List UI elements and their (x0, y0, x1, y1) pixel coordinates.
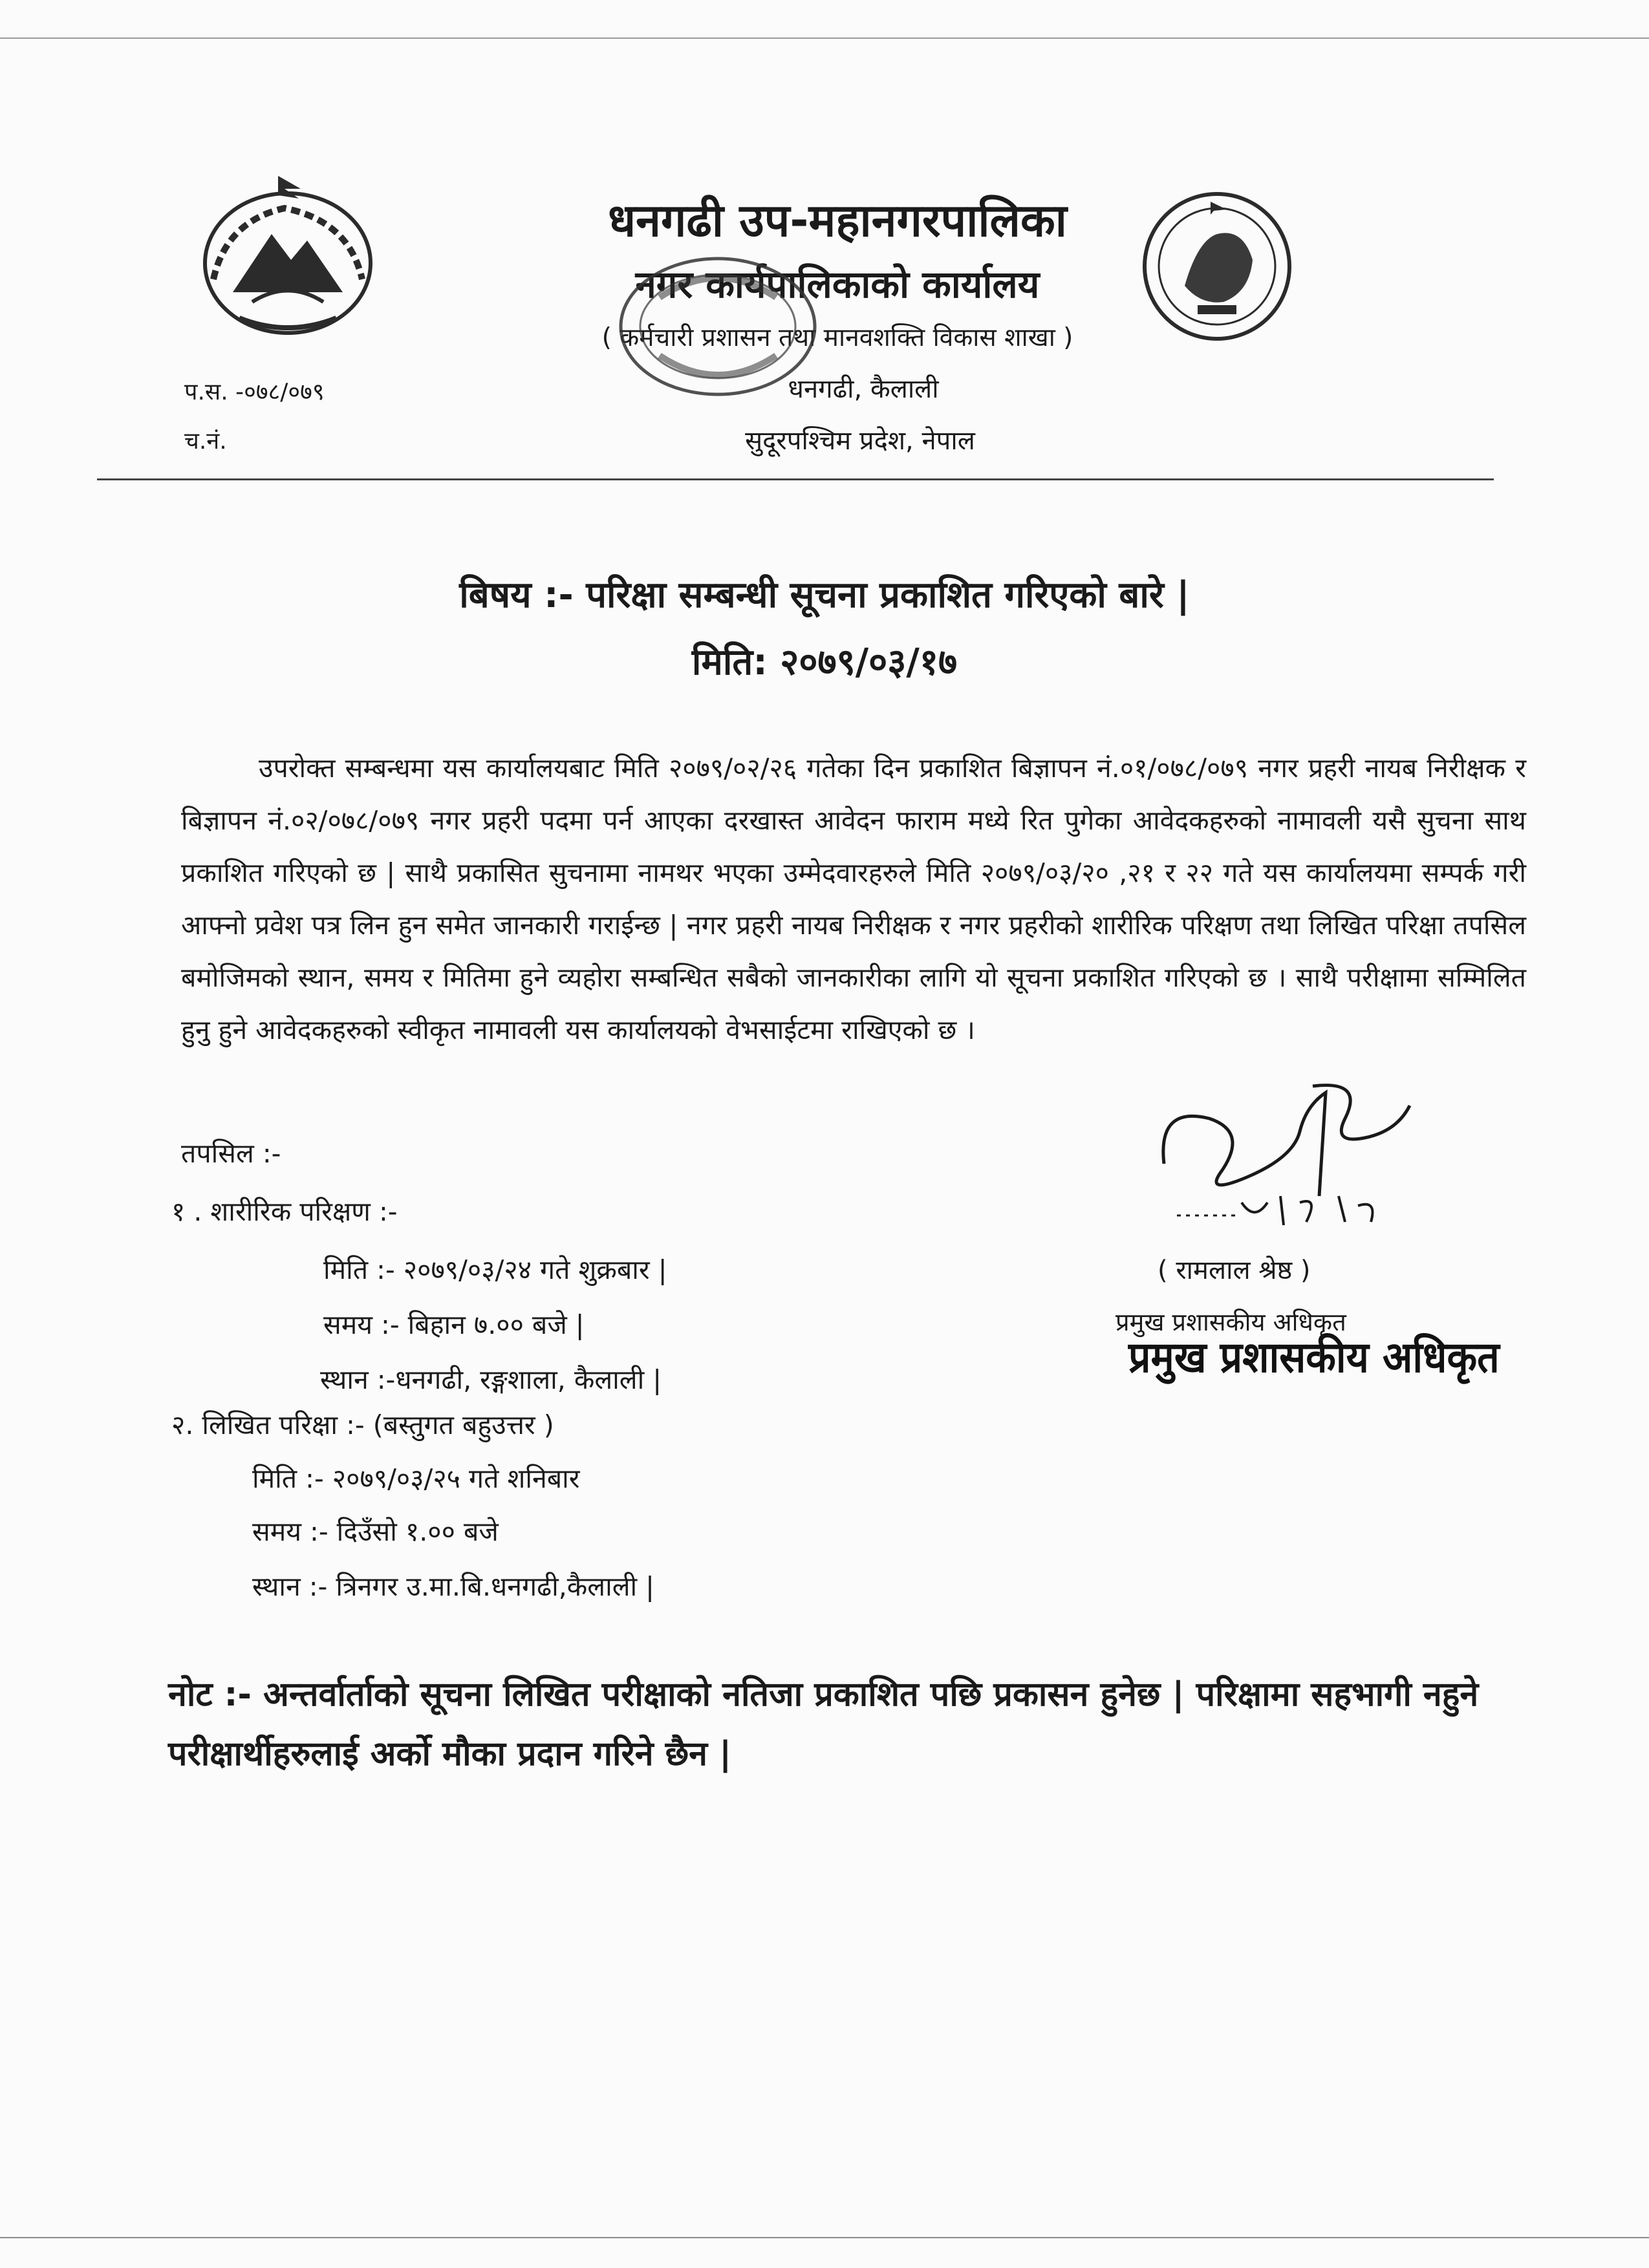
office-location: धनगढी, कैलाली (788, 374, 939, 404)
details-heading: तपसिल :- (181, 1138, 281, 1169)
scan-top-edge (0, 37, 1649, 39)
header-divider (97, 478, 1494, 480)
org-name: धनगढी उप-महानगरपालिका (608, 194, 1067, 247)
physical-test-date: मिति :- २०७९/०३/२४ गते शुक्रबार | (323, 1254, 667, 1285)
written-test-time: समय :- दिउँसो १.०० बजे (252, 1516, 499, 1547)
notice-body-text: उपरोक्त सम्बन्धमा यस कार्यालयबाट मिति २०७९/०२/२६ गतेका दिन प्रकाशित बिज्ञापन नं.०१/०७८/०७९ नगर प्रहरी नायब निरीक्षक र बिज्ञापन नं.०२/०७८/०७९ नगर प्रहरी पदमा पर्न आएका दरखास्त आवेदन फाराम मध्ये रित पुगेका आवेदकहरुको नामावली यसै सुचना साथ प्रकाशित गरिएको छ | साथै प्रकासित सुचनामा नामथर भएका उम्मेदवारहरुले मिति २०७९/०३/२० ,२१ र २२ गते यस कार्यालयमा सम्पर्क गरी आफ्नो प्रवेश पत्र लिन हुन समेत जानकारी गराईन्छ | नगर प्रहरी नायब निरीक्षक र नगर प्रहरीको शारीरिक परिक्षण तथा लिखित परिक्षा तपसिल बमोजिमको स्थान, समय र मितिमा हुने व्यहोरा सम्बन्धित सबैको जानकारीका लागि यो सूचना प्रकाशित गरिएको छ । साथै परीक्षामा सम्मिलित हुनु हुने आवेदकहरुको स्वीकृत नामावली यस कार्यालयको वेभसाईटमा राखिएको छ । (181, 753, 1526, 1045)
written-test-date: मिति :- २०७९/०३/२५ गते शनिबार (252, 1463, 580, 1494)
physical-test-title: १ . शारीरिक परिक्षण :- (171, 1196, 398, 1227)
subject-line: बिषय :- परिक्षा सम्बन्धी सूचना प्रकाशित गरिएको बारे | (459, 574, 1190, 616)
physical-test-time: समय :- बिहान ७.०० बजे | (323, 1309, 585, 1340)
signature-icon (1151, 1067, 1423, 1241)
designation-stamp: प्रमुख प्रशासकीय अधिकृत (1128, 1332, 1500, 1382)
written-test-title: २. लिखित परिक्षा :- (बस्तुगत बहुउत्तर ) (171, 1409, 554, 1440)
written-test-place: स्थान :- त्रिनगर उ.मा.बि.धनगढी,कैलाली | (252, 1571, 654, 1602)
scan-bottom-edge (0, 2237, 1649, 2238)
physical-test-place: स्थान :-धनगढी, रङ्गशाला, कैलाली | (320, 1364, 662, 1395)
note-text: नोट :- अन्तर्वार्ताको सूचना लिखित परीक्षाको नतिजा प्रकाशित पछि प्रकासन हुनेछ | परिक्षामा सहभागी नहुने परीक्षार्थीहरुलाई अर्को मौका प्रदान गरिने छैन | (168, 1675, 1479, 1773)
reference-number: प.स. -०७८/०७९ (184, 379, 325, 405)
signatory-name: ( रामलाल श्रेष्ठ ) (1158, 1256, 1311, 1285)
notice-body (181, 742, 1526, 1056)
signatory-title: प्रमुख प्रशासकीय अधिकृत (1116, 1308, 1346, 1336)
province: सुदूरपश्चिम प्रदेश, नेपाल (745, 426, 975, 456)
dispatch-number: च.नं. (184, 428, 227, 455)
office-name: नगर कार्यपालिकाको कार्यालय (635, 262, 1040, 306)
office-stamp-icon (582, 246, 854, 407)
section-name: ( कर्मचारी प्रशासन तथा मानवशक्ति विकास शाखा ) (601, 323, 1073, 352)
notice-date: मिति: २०७९/०३/१७ (691, 641, 958, 683)
